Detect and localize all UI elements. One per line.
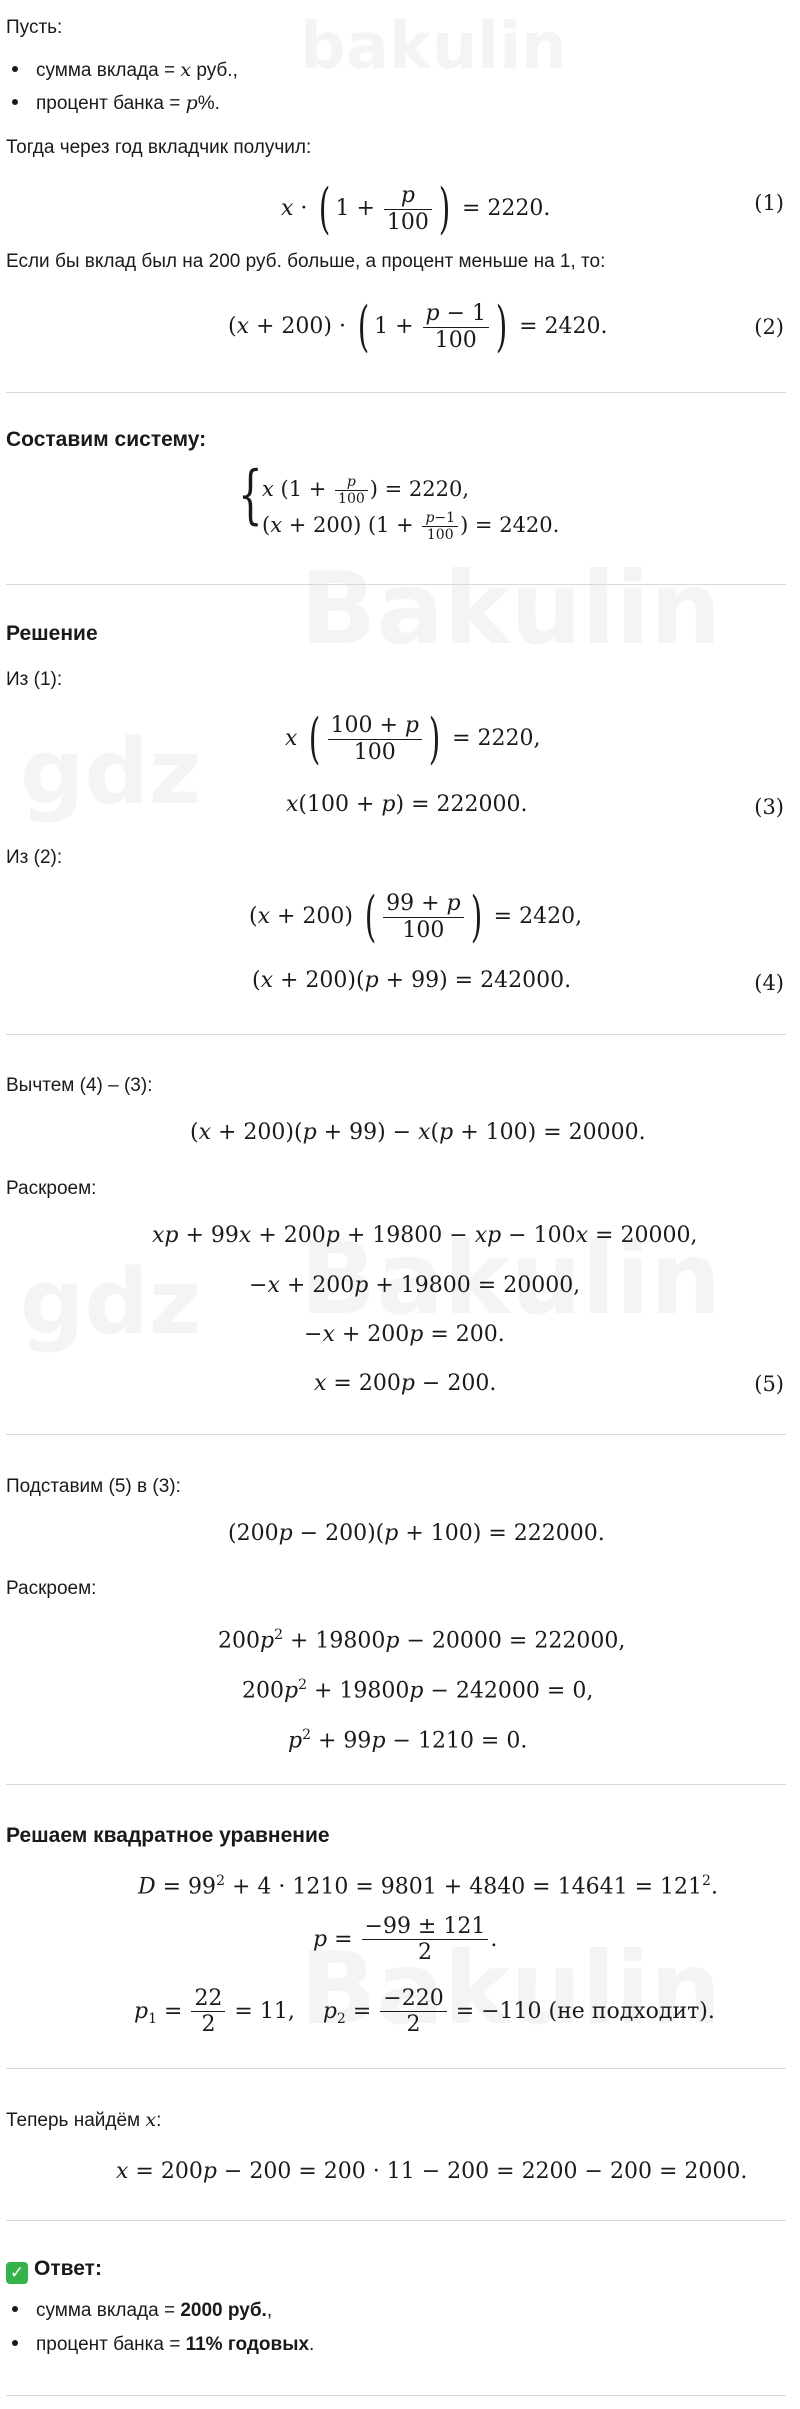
equation: (x + 200) ( $\frac{99 + p}{100}$ ) = 2420, (249, 885, 583, 948)
paragraph: Теперь найдём x: (6, 2109, 162, 2131)
paragraph: Раскроем: (6, 1578, 97, 1599)
equation: $200p^2 + 19800p - 242000 = 0$, (242, 1677, 594, 1704)
divider (6, 1034, 786, 1035)
section-heading: Решаем квадратное уравнение (6, 1824, 330, 1847)
equation-number: (2) (754, 315, 784, 339)
divider (6, 584, 786, 585)
paragraph: Если бы вклад был на 200 руб. больше, а процент меньше на 1, то: (6, 251, 606, 272)
section-heading: Составим систему: (6, 428, 207, 451)
paragraph: Раскроем: (6, 1178, 97, 1199)
system-line-1: x (1 + $\frac{p}{100}$ ) = 2220, (262, 474, 470, 508)
list-item: процент банка = 11% годовых. (6, 2333, 314, 2357)
watermark (20, 1250, 201, 1355)
paragraph: Тогда через год вкладчик получил: (6, 137, 312, 158)
section-heading: Решение (6, 622, 98, 645)
bullet-icon (12, 2340, 18, 2346)
watermark (300, 550, 721, 667)
paragraph: Подставим (5) в (3): (6, 1476, 181, 1497)
paragraph: Из (2): (6, 847, 63, 868)
bullet-icon (12, 2306, 18, 2312)
equation: (200p − 200)(p + 100) = 222000. (228, 1521, 605, 1546)
divider (6, 2395, 786, 2396)
equation: p = $\frac{-99 \pm 121}{2}$ . (313, 1914, 498, 1966)
divider (6, 1434, 786, 1435)
list-item: сумма вклада = x руб., (6, 58, 238, 83)
equation-4: (x + 200)(p + 99) = 242000. (252, 968, 572, 993)
divider (6, 1784, 786, 1785)
answer-heading: ✓ Ответ: (6, 2256, 102, 2284)
intro-let: Пусть: (6, 17, 63, 38)
system-line-2: (x + 200) (1 + $\frac{p-1}{100}$ ) = 2420. (262, 510, 560, 544)
list-item: сумма вклада = 2000 руб., (6, 2299, 272, 2323)
equation: (x + 200)(p + 99) − x(p + 100) = 20000. (190, 1120, 646, 1145)
paragraph: Из (1): (6, 669, 63, 690)
equation-number: (3) (754, 795, 784, 819)
check-mark-icon: ✓ (6, 2262, 28, 2284)
equation-roots: $p_1$ = $\frac{22}{2}$ = 11, $p_2$ = $\frac{-220}{2}$ = −110 (не подходит). (134, 1986, 715, 2038)
list-item: процент банка = p%. (6, 91, 220, 116)
equation: −x + 200p = 200. (304, 1322, 505, 1347)
equation-number: (1) (754, 191, 784, 215)
equation: xp + 99x + 200p + 19800 − xp − 100x = 20000, (152, 1223, 698, 1248)
equation: x ( $\frac{100 + p}{100}$ ) = 2220, (285, 707, 541, 770)
equation-5: x = 200p − 200. (314, 1371, 497, 1396)
equation-2: (x + 200) · ( 1 + $\frac{p - 1}{100}$ ) = 2420. (228, 295, 608, 358)
divider (6, 392, 786, 393)
equation: $200p^2 + 19800p - 20000 = 222000$, (218, 1627, 626, 1654)
watermark (20, 720, 201, 825)
divider (6, 2068, 786, 2069)
system-brace: { (238, 458, 263, 532)
equation: x = 200p − 200 = 200 · 11 − 200 = 2200 − 200 = 2000. (116, 2159, 748, 2184)
equation-discriminant: $D = 99^2 + 4 \cdot 1210 = 9801 + 4840 = 14641 = 121^2$. (138, 1873, 718, 1900)
divider (6, 2220, 786, 2221)
equation-1: x · ( 1 + $\frac{p}{100}$ ) = 2220. (281, 177, 551, 240)
bullet-icon (12, 66, 18, 72)
equation-number: (4) (754, 971, 784, 995)
equation-3: x(100 + p) = 222000. (286, 792, 528, 817)
bullet-icon (12, 99, 18, 105)
paragraph: Вычтем (4) – (3): (6, 1075, 153, 1096)
watermark (300, 10, 567, 84)
equation: −x + 200p + 19800 = 20000, (249, 1273, 581, 1298)
equation: $p^2 + 99p - 1210 = 0$. (288, 1727, 528, 1754)
equation-number: (5) (754, 1372, 784, 1396)
